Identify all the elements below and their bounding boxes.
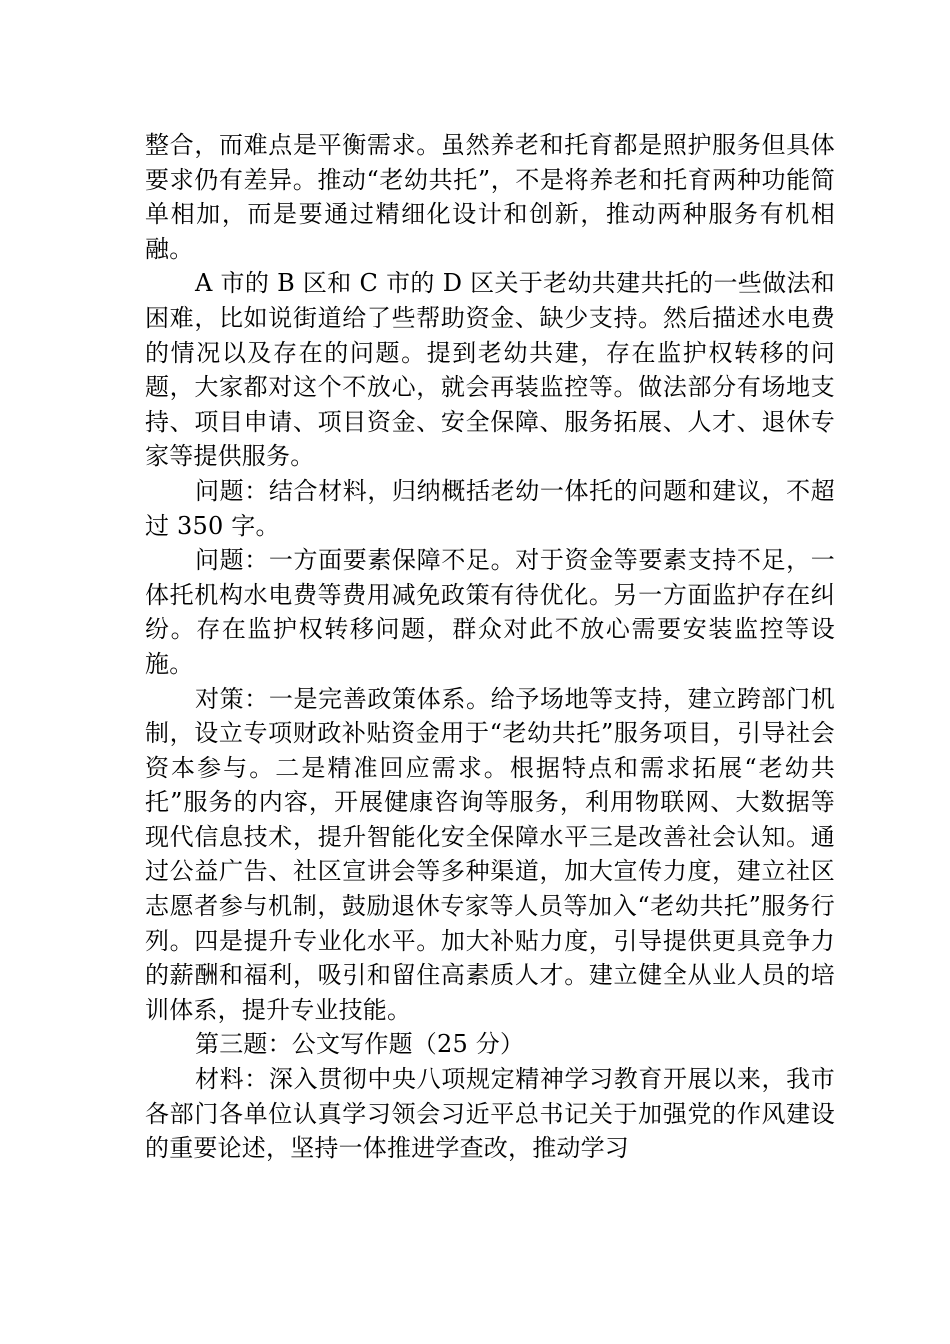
- paragraph-1: 整合，而难点是平衡需求。虽然养老和托育都是照护服务但具体要求仍有差异。推动“老幼共托”，不是将养老和托育两种功能简单相加，而是要通过精细化设计和创新，推动两种服务有机相融。: [145, 131, 835, 263]
- paragraph-2: A 市的 B 区和 C 市的 D 区关于老幼共建共托的一些做法和困难，比如说街道给了些帮助资金、缺少支持。然后描述水电费的情况以及存在的问题。提到老幼共建，存在监护权转移的问题，大家都对这个不放心，就会再装监控等。做法部分有场地支持、项目申请、项目资金、安全保障、服务拓展、人才、退休专家等提供服务。: [145, 269, 835, 471]
- paragraph-7: 材料：深入贯彻中央八项规定精神学习教育开展以来，我市各部门各单位认真学习领会习近平总书记关于加强党的作风建设的重要论述，坚持一体推进学查改，推动学习: [145, 1065, 835, 1163]
- paragraph-3: 问题：结合材料，归纳概括老幼一体托的问题和建议，不超过 350 字。: [145, 476, 835, 540]
- paragraph-5: 对策：一是完善政策体系。给予场地等支持，建立跨部门机制，设立专项财政补贴资金用于“老幼共托”服务项目，引导社会资本参与。二是精准回应需求。根据特点和需求拓展“老幼共托”服务的内容，开展健康咨询等服务，利用物联网、大数据等现代信息技术，提升智能化安全保障水平三是改善社会认知。通过公益广告、社区宣讲会等多种渠道，加大宣传力度，建立社区志愿者参与机制，鼓励退休专家等人员等加入“老幼共托”服务行列。四是提升专业化水平。加大补贴力度，引导提供更具竞争力的薪酬和福利，吸引和留住高素质人才。建立健全从业人员的培训体系，提升专业技能。: [145, 684, 835, 1024]
- document-page: [145, 128, 835, 1166]
- section-heading: 第三题：公文写作题（25 分）: [195, 1030, 525, 1059]
- paragraph-4: 问题：一方面要素保障不足。对于资金等要素支持不足，一体托机构水电费等费用减免政策有待优化。另一方面监护存在纠纷。存在监护权转移问题，群众对此不放心需要安装监控等设施。: [145, 546, 835, 678]
